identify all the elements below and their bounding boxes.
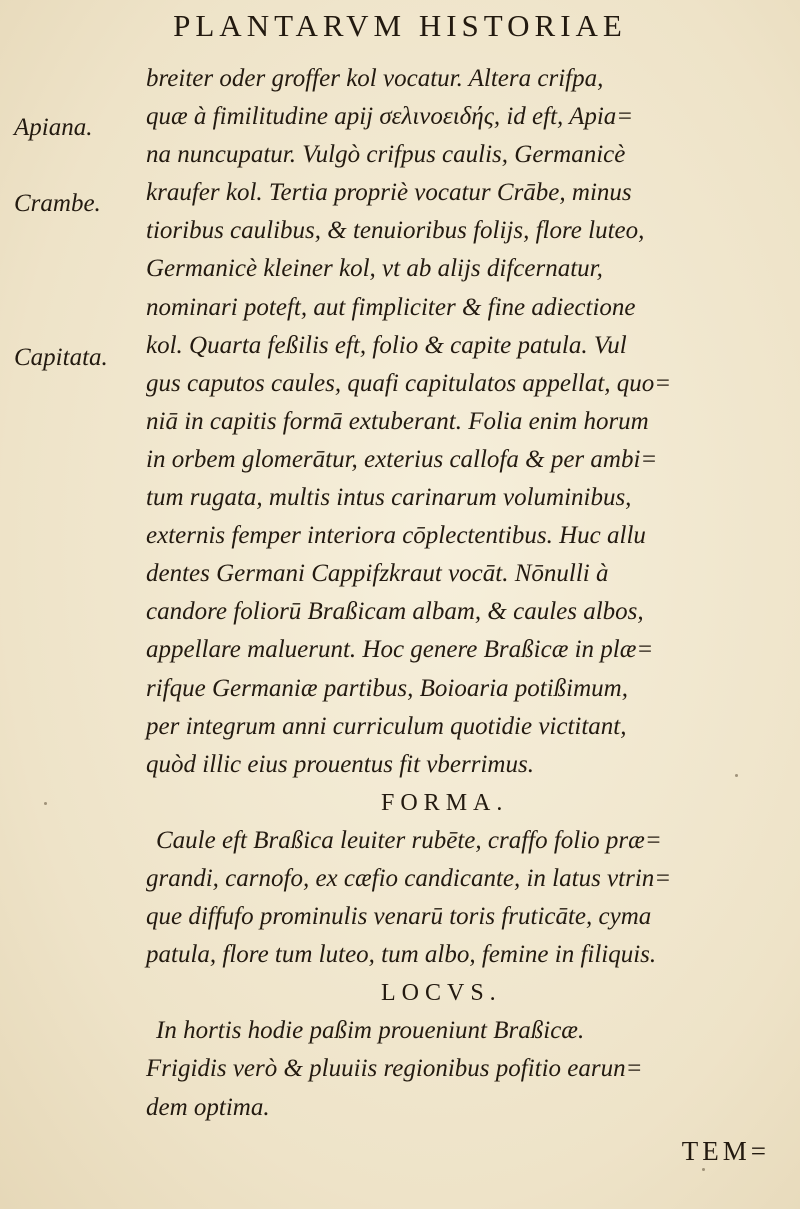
text-line: Germanicè kleiner kol, vt ab alijs difcernatur, [146, 255, 603, 283]
margin-note-crambe: Crambe. [14, 190, 101, 217]
paper-speck [702, 1168, 705, 1171]
text-line: grandi, carnofo, ex cæfio candicante, in latus vtrin= [146, 864, 672, 892]
text-line: tum rugata, multis intus carinarum voluminibus, [146, 484, 632, 512]
paper-speck [44, 802, 47, 805]
text-line: In hortis hodie paßim proueniunt Braßicæ. [156, 1017, 585, 1045]
text-line: gus caputos caules, quafi capitulatos appellat, quo= [146, 369, 672, 397]
body-text [146, 60, 786, 1127]
text-line: que diffufo prominulis venarū toris fruticāte, cyma [146, 903, 652, 931]
text-line: na nuncupatur. Vulgò crifpus caulis, Germanicè [146, 141, 626, 169]
catchword: TEM= [681, 1136, 770, 1166]
text-line: dem optima. [146, 1093, 270, 1121]
section-heading-forma: FORMA. [381, 789, 509, 816]
text-line: externis femper interiora cōplectentibus. Huc allu [146, 522, 646, 550]
text-line: dentes Germani Cappifzkraut vocāt. Nōnulli à [146, 560, 609, 588]
text-line: nominari poteft, aut fimpliciter & fine adiectione [146, 293, 636, 321]
margin-note-apiana: Apiana. [14, 114, 93, 141]
text-line: breiter oder groffer kol vocatur. Altera crifpa, [146, 65, 604, 92]
text-line: Caule eft Braßica leuiter rubēte, craffo folio præ= [156, 826, 662, 854]
section-heading-locus: LOCVS. [381, 980, 502, 1007]
text-line: quæ à fimilitudine apij σελινοειδής, id eft, Apia= [146, 103, 634, 131]
text-line: in orbem glomerātur, exterius callofa & per ambi= [146, 445, 658, 473]
text-line: quòd illic eius prouentus fit vberrimus. [146, 750, 534, 778]
text-line: per integrum anni curriculum quotidie victitant, [146, 712, 627, 740]
text-line: kraufer kol. Tertia propriè vocatur Crābe, minus [146, 179, 632, 207]
running-head: PLANTARVM HISTORIAE [173, 8, 627, 43]
text-line: tioribus caulibus, & tenuioribus folijs, flore luteo, [146, 217, 645, 245]
text-line: niā in capitis formā extuberant. Folia enim horum [146, 407, 649, 435]
text-line: kol. Quarta feßilis eft, folio & capite patula. Vul [146, 331, 627, 359]
margin-note-capitata: Capitata. [14, 344, 108, 371]
text-line: rifque Germaniæ partibus, Boioaria potißimum, [146, 674, 628, 702]
paper-speck [735, 774, 738, 777]
text-line: candore foliorū Braßicam albam, & caules albos, [146, 598, 644, 626]
text-line: Frigidis verò & pluuiis regionibus pofitio earun= [146, 1055, 643, 1083]
text-line: patula, flore tum luteo, tum albo, femine in filiquis. [146, 941, 657, 969]
text-line: appellare maluerunt. Hoc genere Braßicæ in plæ= [146, 636, 654, 664]
